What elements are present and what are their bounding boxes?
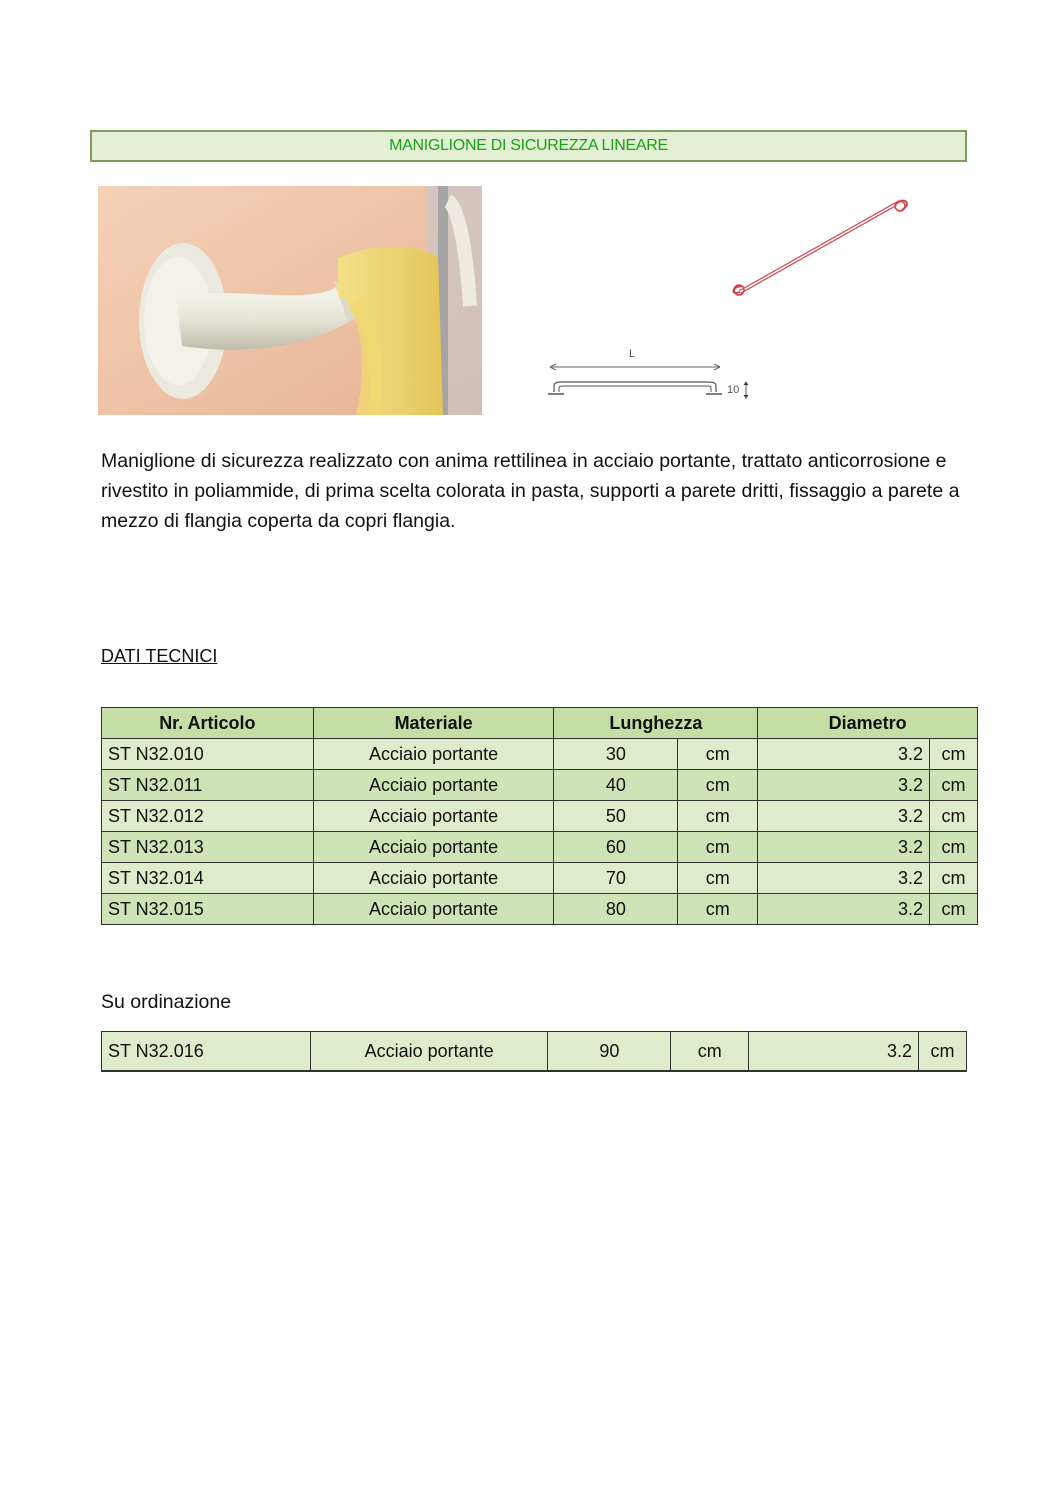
- cell-length-unit: cm: [678, 801, 758, 832]
- cell-material: Acciaio portante: [313, 739, 554, 770]
- cell-length-unit: cm: [678, 894, 758, 925]
- angled-bar-drawing: [733, 201, 906, 295]
- section-title: DATI TECNICI: [101, 646, 218, 666]
- cell-diameter-unit: cm: [918, 1032, 966, 1072]
- cell-diameter-unit: cm: [929, 894, 977, 925]
- table-row: [102, 739, 978, 770]
- cell-material: Acciaio portante: [310, 1032, 548, 1072]
- cell-diameter: 3.2: [758, 801, 930, 832]
- cell-diameter-unit: cm: [929, 863, 977, 894]
- cell-diameter: 3.2: [758, 894, 930, 925]
- cell-material: Acciaio portante: [313, 832, 554, 863]
- table-row: [102, 832, 978, 863]
- cell-diameter-unit: cm: [929, 770, 977, 801]
- cell-code: ST N32.013: [102, 832, 314, 863]
- product-photo: [98, 186, 482, 415]
- cell-material: Acciaio portante: [313, 894, 554, 925]
- cell-length-unit: cm: [671, 1032, 749, 1072]
- order-label: Su ordinazione: [101, 991, 232, 1013]
- technical-data-table: [101, 707, 978, 925]
- cell-code: ST N32.012: [102, 801, 314, 832]
- dimension-label: L: [629, 348, 636, 360]
- cell-material: Acciaio portante: [313, 863, 554, 894]
- cell-length: 80: [554, 894, 678, 925]
- cell-diameter: 3.2: [749, 1032, 919, 1072]
- header-length: Lunghezza: [554, 708, 758, 739]
- cell-length-unit: cm: [678, 770, 758, 801]
- cell-code: ST N32.016: [102, 1032, 311, 1072]
- header-diameter: Diametro: [758, 708, 978, 739]
- cell-length: 60: [554, 832, 678, 863]
- cell-length-unit: cm: [678, 863, 758, 894]
- cell-diameter: 3.2: [758, 739, 930, 770]
- cell-length: 40: [554, 770, 678, 801]
- table-row: [102, 801, 978, 832]
- cell-length-unit: cm: [678, 832, 758, 863]
- cell-length-unit: cm: [678, 739, 758, 770]
- cell-diameter: 3.2: [758, 832, 930, 863]
- product-diagram: [540, 188, 920, 410]
- side-view-drawing: [548, 364, 748, 398]
- product-description: Maniglione di sicurezza realizzato con anima rettilinea in acciaio portante, trattato anticorrosione e rivestito in poliammide, di prima scelta colorata in pasta, supporti a parete dritti, fissaggio a parete a mezzo di flangia coperta da copri flangia.: [101, 450, 960, 532]
- header-code: Nr. Articolo: [102, 708, 314, 739]
- on-order-table: [101, 1031, 967, 1072]
- table-row: [102, 894, 978, 925]
- table-row: [102, 1032, 967, 1072]
- cell-diameter: 3.2: [758, 770, 930, 801]
- cell-length: 30: [554, 739, 678, 770]
- cell-length: 50: [554, 801, 678, 832]
- cell-material: Acciaio portante: [313, 801, 554, 832]
- cell-diameter-unit: cm: [929, 739, 977, 770]
- cell-code: ST N32.014: [102, 863, 314, 894]
- table-row: [102, 770, 978, 801]
- cell-code: ST N32.015: [102, 894, 314, 925]
- height-label: 10: [727, 384, 740, 396]
- cell-diameter-unit: cm: [929, 801, 977, 832]
- table-row: [102, 863, 978, 894]
- header-material: Materiale: [313, 708, 554, 739]
- cell-code: ST N32.010: [102, 739, 314, 770]
- cell-code: ST N32.011: [102, 770, 314, 801]
- cell-length: 70: [554, 863, 678, 894]
- cell-material: Acciaio portante: [313, 770, 554, 801]
- cell-length: 90: [548, 1032, 671, 1072]
- cell-diameter-unit: cm: [929, 832, 977, 863]
- table-header-row: [102, 708, 978, 739]
- cell-diameter: 3.2: [758, 863, 930, 894]
- page-title: MANIGLIONE DI SICUREZZA LINEARE: [90, 130, 967, 162]
